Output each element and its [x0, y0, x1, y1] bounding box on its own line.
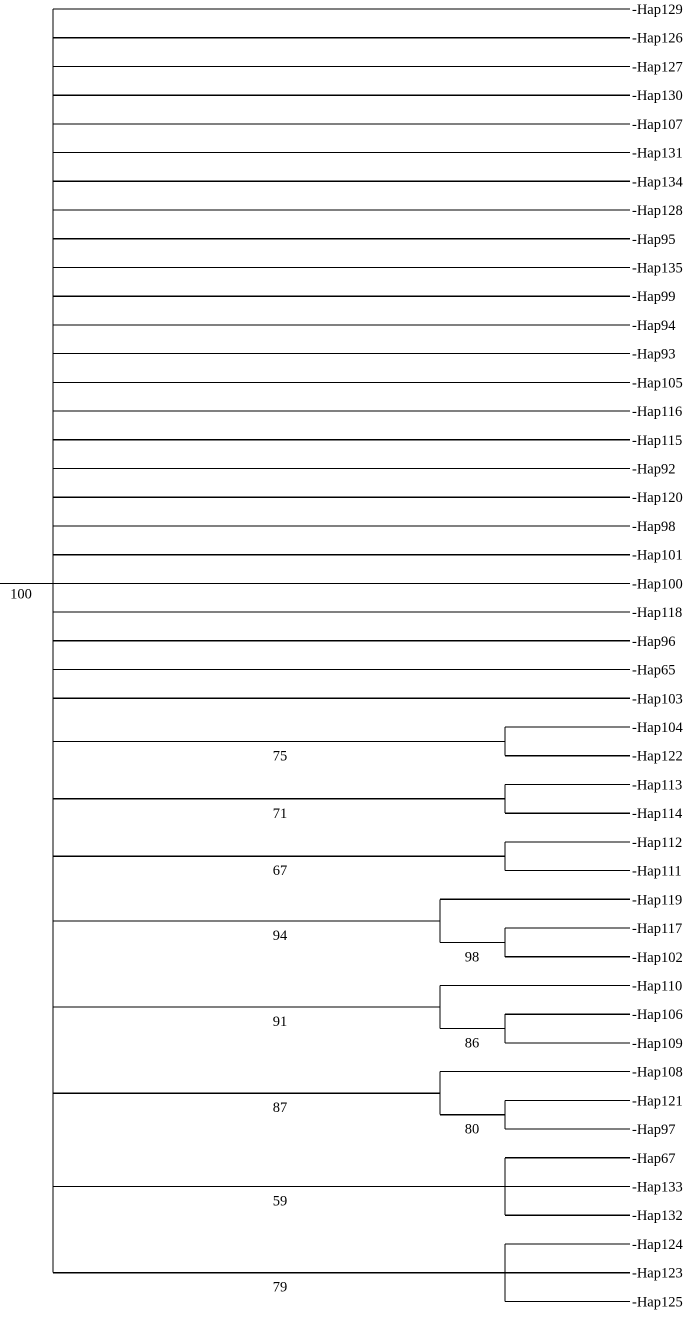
leaf-label-hap105: -Hap105 — [632, 375, 683, 392]
leaf-label-hap100: -Hap100 — [632, 576, 683, 593]
leaf-label-hap104: -Hap104 — [632, 720, 683, 736]
tree-labels — [10, 2, 683, 1310]
leaf-label-hap103: -Hap103 — [632, 691, 683, 708]
leaf-label-hap130: -Hap130 — [632, 88, 683, 105]
leaf-label-hap128: -Hap128 — [632, 203, 683, 220]
clade-hap104-hap122-support: 75 — [272, 748, 288, 765]
leaf-label-hap109: -Hap109 — [632, 1035, 683, 1052]
leaf-label-hap132: -Hap132 — [632, 1208, 683, 1225]
leaf-label-hap129: -Hap129 — [632, 2, 683, 18]
leaf-label-hap96: -Hap96 — [632, 633, 676, 650]
clade-hap112-hap111-support: 67 — [272, 863, 288, 880]
leaf-label-hap101: -Hap101 — [632, 547, 683, 564]
leaf-label-hap118: -Hap118 — [632, 605, 683, 622]
leaf-label-hap106: -Hap106 — [632, 1007, 683, 1024]
clade-hap119-group-subclade-support: 98 — [464, 949, 480, 966]
clade-hap113-hap114-support: 71 — [272, 805, 288, 822]
leaf-label-hap131: -Hap131 — [632, 145, 683, 162]
root-support: 100 — [10, 586, 32, 603]
leaf-label-hap107: -Hap107 — [632, 116, 683, 133]
leaf-label-hap116: -Hap116 — [632, 404, 683, 421]
leaf-label-hap65: -Hap65 — [632, 662, 676, 679]
leaf-label-hap115: -Hap115 — [632, 432, 683, 449]
leaf-label-hap133: -Hap133 — [632, 1179, 683, 1196]
clade-hap108-group-subclade-support: 80 — [464, 1121, 480, 1138]
clade-hap110-group-support: 91 — [272, 1014, 288, 1031]
leaf-label-hap113: -Hap113 — [632, 777, 683, 794]
leaf-label-hap126: -Hap126 — [632, 30, 683, 47]
leaf-label-hap97: -Hap97 — [632, 1122, 676, 1139]
clade-hap119-group-support: 94 — [272, 927, 288, 944]
tree-edges — [0, 9, 630, 1301]
leaf-label-hap112: -Hap112 — [632, 834, 683, 851]
leaf-label-hap92: -Hap92 — [632, 461, 676, 478]
leaf-label-hap98: -Hap98 — [632, 518, 676, 535]
leaf-label-hap67: -Hap67 — [632, 1150, 676, 1167]
clade-hap108-group-support: 87 — [272, 1100, 288, 1117]
leaf-label-hap102: -Hap102 — [632, 949, 683, 966]
leaf-label-hap108: -Hap108 — [632, 1064, 683, 1081]
leaf-label-hap117: -Hap117 — [632, 921, 683, 938]
leaf-label-hap122: -Hap122 — [632, 748, 683, 765]
clade-hap124-group-support: 79 — [272, 1279, 288, 1296]
leaf-label-hap95: -Hap95 — [632, 231, 676, 248]
leaf-label-hap114: -Hap114 — [632, 806, 683, 823]
leaf-label-hap120: -Hap120 — [632, 490, 683, 507]
leaf-label-hap134: -Hap134 — [632, 174, 683, 191]
leaf-label-hap127: -Hap127 — [632, 59, 683, 76]
leaf-label-hap135: -Hap135 — [632, 260, 683, 277]
leaf-label-hap99: -Hap99 — [632, 289, 676, 306]
leaf-label-hap124: -Hap124 — [632, 1236, 683, 1253]
leaf-label-hap121: -Hap121 — [632, 1093, 683, 1110]
leaf-label-hap94: -Hap94 — [632, 317, 676, 334]
leaf-label-hap110: -Hap110 — [632, 978, 683, 995]
leaf-label-hap123: -Hap123 — [632, 1265, 683, 1282]
leaf-label-hap125: -Hap125 — [632, 1294, 683, 1311]
leaf-label-hap119: -Hap119 — [632, 892, 683, 909]
leaf-label-hap93: -Hap93 — [632, 346, 676, 363]
clade-hap110-group-subclade-support: 86 — [464, 1035, 480, 1052]
leaf-label-hap111: -Hap111 — [632, 863, 682, 880]
clade-hap67-group-support: 59 — [272, 1193, 288, 1210]
